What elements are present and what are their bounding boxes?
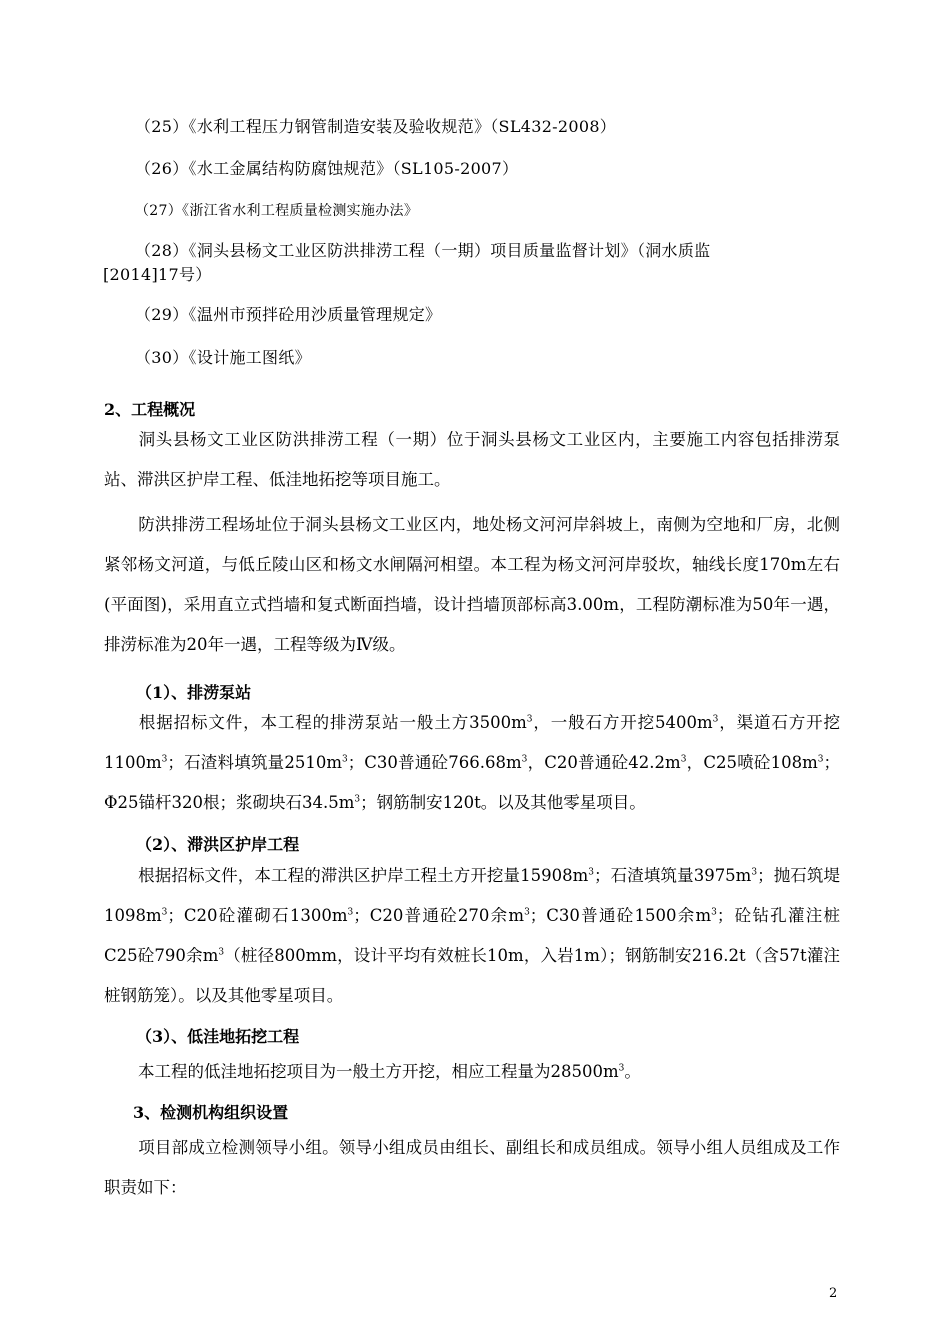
section-3-heading: 3、检测机构组织设置 xyxy=(133,1103,289,1122)
reference-30: （30）《设计施工图纸》 xyxy=(135,348,311,367)
reference-28-line1: （28）《洞头县杨文工业区防洪排涝工程（一期）项目质量监督计划》（洞水质监 xyxy=(135,241,711,260)
section-3-paragraph: 项目部成立检测领导小组。领导小组成员由组长、副组长和成员组成。领导小组人员组成及工作职责如下： xyxy=(104,1138,840,1197)
reference-28-line2: [2014]17号） xyxy=(103,265,212,284)
subsection-2-heading: （2）、滞洪区护岸工程 xyxy=(136,835,300,854)
reference-29: （29）《温州市预拌砼用沙质量管理规定》 xyxy=(135,305,442,324)
subsection-1-heading: （1）、排涝泵站 xyxy=(136,683,252,702)
subsection-3-paragraph: 本工程的低洼地拓挖项目为一般土方开挖，相应工程量为$28500m^3$。 xyxy=(138,1062,641,1081)
reference-25: （25）《水利工程压力钢管制造安装及验收规范》（SL432-2008） xyxy=(135,117,617,136)
reference-26: （26）《水工金属结构防腐蚀规范》（SL105-2007） xyxy=(135,159,519,178)
subsection-2-paragraph: 根据招标文件，本工程的滞洪区护岸工程土方开挖量$15908m^3$；石渣填筑量$3975m^3$；抛石筑堤$1098m^3$；C20砼灌砌石$1300m^3$；C20普通砼270余$m^3$；C30普通砼1500余$m^3$；砼钻孔灌注桩C25砼790余$m^3$（桩径800mm，设计平均有效桩长10m，入岩1m）；钢筋制安216.2t（含57t灌注桩钢筋笼）。以及其他零星项目。 xyxy=(104,866,841,1005)
subsection-3-heading: （3）、低洼地拓挖工程 xyxy=(136,1027,300,1046)
section-2-paragraph-2: 防洪排涝工程场址位于洞头县杨文工业区内，地处杨文河河岸斜坡上，南侧为空地和厂房，北侧紧邻杨文河道，与低丘陵山区和杨文水闸隔河相望。本工程为杨文河河岸驳坎，轴线长度170m左右(平面图)，采用直立式挡墙和复式断面挡墙，设计挡墙顶部标高3.00m，工程防潮标准为50年一遇，排涝标准为20年一遇，工程等级为Ⅳ级。 xyxy=(104,515,840,654)
section-2-heading: 2、工程概况 xyxy=(104,400,196,419)
section-2-paragraph-1: 洞头县杨文工业区防洪排涝工程（一期）位于洞头县杨文工业区内，主要施工内容包括排涝泵站、滞洪区护岸工程、低洼地拓挖等项目施工。 xyxy=(104,430,840,489)
page-number: 2 xyxy=(829,1286,838,1301)
subsection-1-paragraph: 根据招标文件，本工程的排涝泵站一般土方$3500m^3$，一般石方开挖$5400m^3$，渠道石方开挖$1100m^3$；石渣料填筑量$2510m^3$；C30普通砼$766.68m^3$，C20普通砼$42.2m^3$，C25喷砼$108m^3$；Φ25锚杆320根；浆砌块石$34.5m^3$；钢筋制安120t。以及其他零星项目。 xyxy=(104,713,841,812)
reference-27: （27）《浙江省水利工程质量检测实施办法》 xyxy=(135,203,419,219)
